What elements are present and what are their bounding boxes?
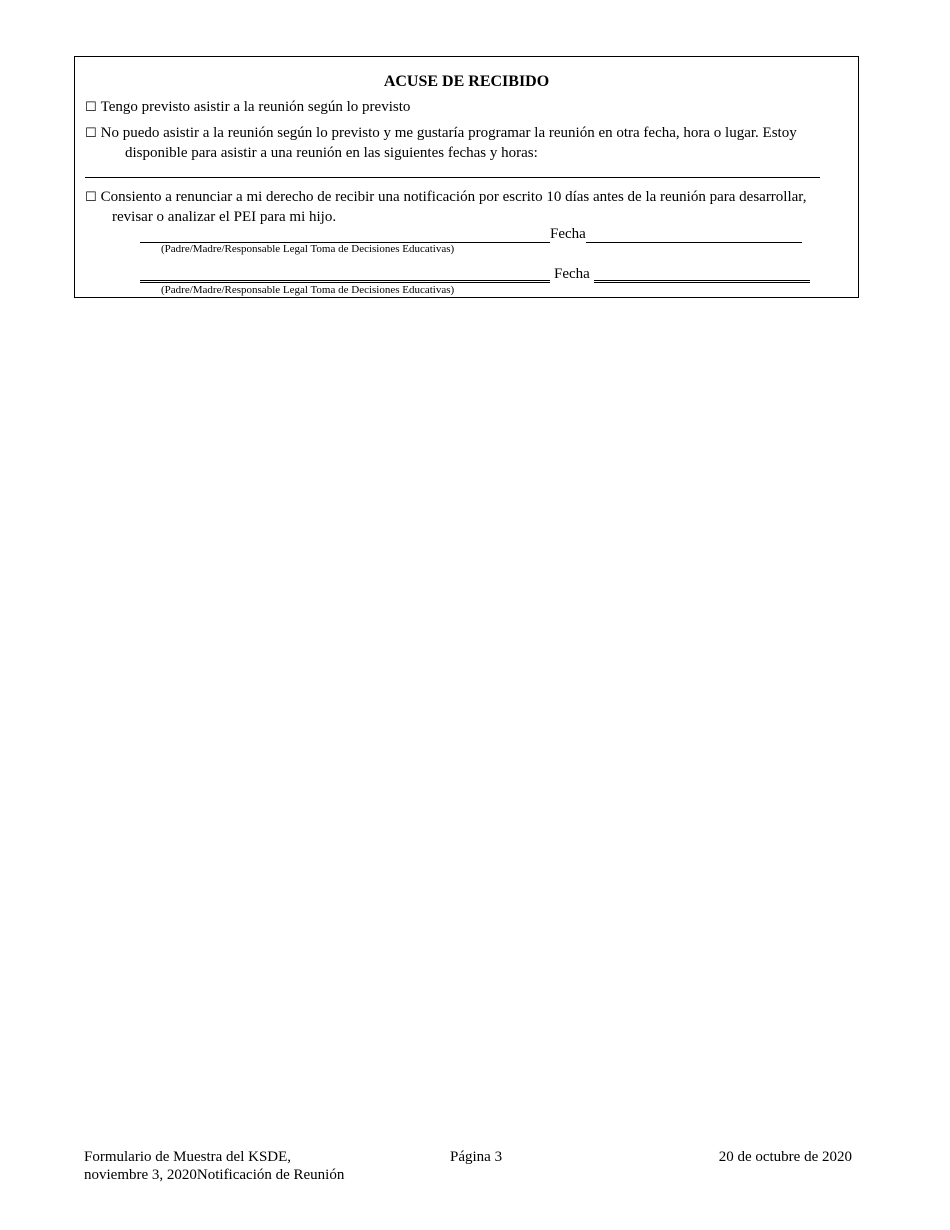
- checkbox-waive-notice[interactable]: ☐: [85, 190, 97, 205]
- date-line-1[interactable]: [586, 228, 802, 243]
- signature-row-2: [140, 265, 810, 283]
- signature-caption-1: (Padre/Madre/Responsable Legal Toma de Decisiones Educativas): [161, 243, 455, 255]
- footer-date: 20 de octubre de 2020: [718, 1149, 852, 1165]
- option-waive-label: Consiento a renunciar a mi derecho de recibir una notificación por escrito 10 días antes de la reunión para desarrollar,: [100, 189, 807, 205]
- signature-line-2[interactable]: [140, 266, 550, 283]
- option-waive-notice: [85, 187, 806, 208]
- footer-form-info: [84, 1148, 344, 1184]
- date-label-2: Fecha: [554, 266, 590, 282]
- section-title: ACUSE DE RECIBIDO: [383, 73, 550, 90]
- option-attend: [85, 97, 410, 118]
- option-waive-continued: revisar o analizar el PEI para mi hijo.: [112, 209, 337, 225]
- availability-blank-line[interactable]: [85, 177, 820, 178]
- option-reschedule-label: No puedo asistir a la reunión según lo previsto y me gustaría programar la reunión en otra fecha, hora o lugar. Estoy: [100, 125, 797, 141]
- date-label-1: Fecha: [550, 226, 586, 242]
- acknowledgment-section: [74, 56, 859, 298]
- option-reschedule: [85, 123, 797, 144]
- date-line-2[interactable]: [594, 266, 810, 283]
- footer-form-line2: noviembre 3, 2020Notificación de Reunión: [84, 1167, 345, 1183]
- option-reschedule-continued: disponible para asistir a una reunión en las siguientes fechas y horas:: [125, 145, 538, 161]
- checkbox-attend[interactable]: ☐: [85, 100, 97, 115]
- footer-form-line1: Formulario de Muestra del KSDE,: [84, 1149, 292, 1165]
- signature-caption-2: (Padre/Madre/Responsable Legal Toma de Decisiones Educativas): [161, 284, 455, 296]
- option-attend-label: Tengo previsto asistir a la reunión según lo previsto: [100, 99, 411, 115]
- checkbox-reschedule[interactable]: ☐: [85, 126, 97, 141]
- signature-row-1: [140, 225, 802, 243]
- signature-line-1[interactable]: [140, 228, 550, 243]
- footer-page-number: Página 3: [450, 1149, 503, 1165]
